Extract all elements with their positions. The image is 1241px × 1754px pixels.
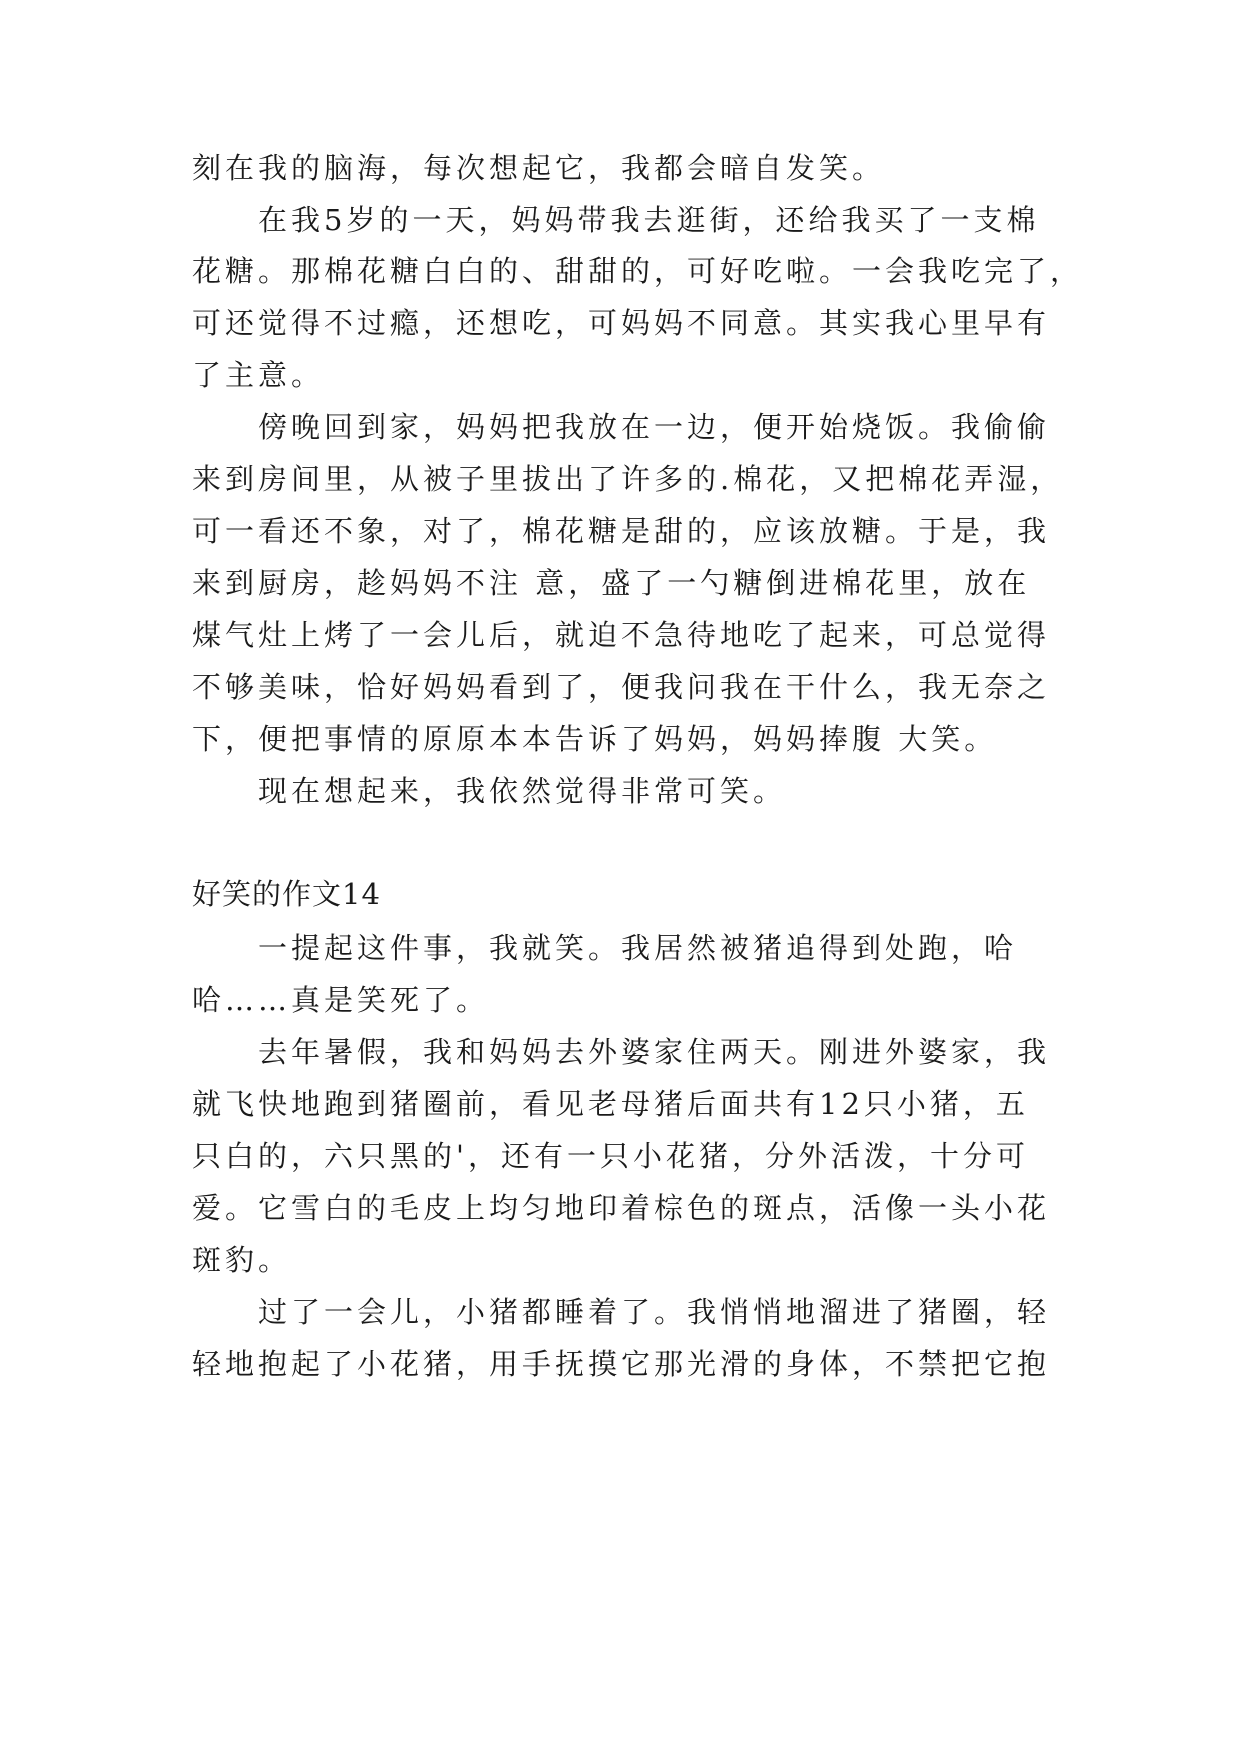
- text-line: 花糖。那棉花糖白白的、甜甜的，可好吃啦。一会我吃完了，: [192, 254, 1084, 288]
- text-line: 哈……真是笑死了。: [192, 983, 490, 1017]
- paragraph-start-line: 傍晚回到家，妈妈把我放在一边，便开始烧饭。我偷偷: [258, 410, 1051, 444]
- paragraph-start-line: 一提起这件事，我就笑。我居然被猪追得到处跑，哈: [258, 931, 1018, 965]
- text-line: 来到厨房，趁妈妈不注 意，盛了一勺糖倒进棉花里，放在: [192, 566, 1031, 600]
- paragraph-start-line: 现在想起来，我依然觉得非常可笑。: [258, 774, 787, 808]
- text-line: 下，便把事情的原原本本告诉了妈妈，妈妈捧腹 大笑。: [192, 722, 998, 756]
- text-line: 轻地抱起了小花猪，用手抚摸它那光滑的身体，不禁把它抱: [192, 1347, 1051, 1381]
- text-line: 爱。它雪白的毛皮上均匀地印着棕色的斑点，活像一头小花: [192, 1191, 1051, 1225]
- text-line: 了主意。: [192, 358, 325, 392]
- section-title: 好笑的作文14: [192, 877, 381, 911]
- text-line: 就飞快地跑到猪圈前，看见老母猪后面共有12只小猪，五: [192, 1087, 1029, 1121]
- text-line: 刻在我的脑海，每次想起它，我都会暗自发笑。: [192, 151, 886, 185]
- text-line: 只白的，六只黑的'，还有一只小花猪，分外活泼，十分可: [192, 1139, 1029, 1173]
- text-line: 煤气灶上烤了一会儿后，就迫不急待地吃了起来，可总觉得: [192, 618, 1051, 652]
- paragraph-start-line: 过了一会儿，小猪都睡着了。我悄悄地溜进了猪圈，轻: [258, 1295, 1051, 1329]
- text-line: 斑豹。: [192, 1243, 292, 1277]
- text-line: 不够美味，恰好妈妈看到了，便我问我在干什么，我无奈之: [192, 670, 1051, 704]
- paragraph-start-line: 去年暑假，我和妈妈去外婆家住两天。刚进外婆家，我: [258, 1035, 1051, 1069]
- text-line: 来到房间里，从被子里拔出了许多的.棉花，又把棉花弄湿，: [192, 462, 1064, 496]
- paragraph-start-line: 在我5岁的一天，妈妈带我去逛街，还给我买了一支棉: [258, 203, 1040, 237]
- text-line: 可一看还不象，对了，棉花糖是甜的，应该放糖。于是，我: [192, 514, 1051, 548]
- text-line: 可还觉得不过瘾，还想吃，可妈妈不同意。其实我心里早有: [192, 306, 1051, 340]
